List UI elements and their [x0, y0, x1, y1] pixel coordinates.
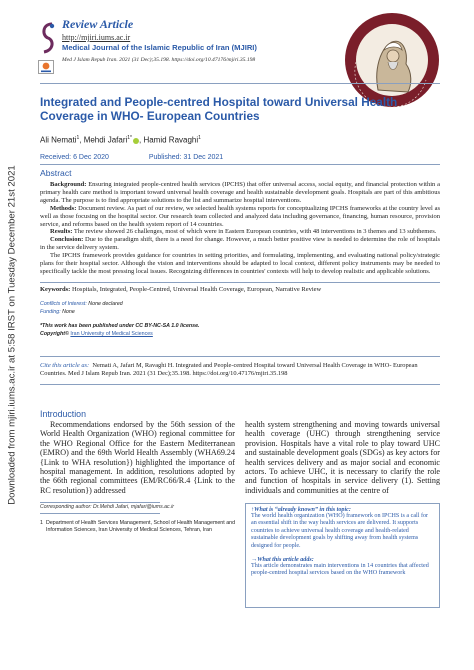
- received-date: 6 Dec 2020: [73, 154, 109, 161]
- download-stamp-text: Downloaded from mjiri.iums.ac.ir at 5:58 IRST on Tuesday December 21st 2021: [6, 165, 18, 505]
- open-access-badge-icon: [38, 60, 54, 74]
- journal-url-link[interactable]: http://mjiri.iums.ac.ir: [62, 33, 131, 42]
- cite-bottom-divider: [40, 384, 440, 385]
- orcid-icon[interactable]: [133, 138, 139, 144]
- conflicts-of-interest: Conflicts of Interest: None declared: [40, 301, 123, 307]
- journal-logo-icon: [38, 22, 58, 54]
- key-points-box: [245, 503, 440, 608]
- intro-right-column: health system strengthening and moving towards universal health coverage (UHC) through strengthening service provision. Hospitals have a vital role to play toward UHC and sustainable development goals (SDGs) as key actors for health services delivery and as major social and economic actors. To achieve UHC, it is necessary to clarify the role and function of hospitals in service delivery (1). Setting individuals and communities at the centre of: [245, 420, 440, 495]
- known-text: The world health organization (WHO) framework on IPCHS is a call for an essential shift in the way health services are delivered. It supports countries to achieve universal health coverage and health-related sustainable development goals by shifting away from health systems designed for people.: [251, 513, 429, 549]
- affiliation-divider: [40, 513, 160, 514]
- adds-text: This article demonstrates main interventions in 14 countries that affected people-centred hospital services based on the WHO framework: [251, 563, 429, 577]
- cite-this-article: Cite this article as: Nemati A, Jafari M, Ravaghi H. Integrated and People-centred Hospital toward Universal Health Coverage in WHO- European Countries. Med J Islam Repub Iran. 2021 (31 Dec);35.198. https://doi.org/10.47176/mjiri.35.198: [40, 362, 418, 377]
- intro-left-column: Recommendations endorsed by the 56th session of the World Health Organization (WHO) regional committee for the WHO Regional Office for the Eastern Mediterranean (EMRO) and the 69th World Health Assembly (WHA69.24 {Link to WHA resolution}) highlighted the importance of hospital management. In addition, resolutions adopted by the 66th regional committees (EM/RC66/R.4 {Link to the RC resolution}) addressed: [40, 420, 235, 495]
- funding: Funding: None: [40, 309, 75, 315]
- author-name: Ali Nemati: [40, 135, 77, 145]
- introduction-heading: Introduction: [40, 409, 86, 419]
- article-dates: Received: 6 Dec 2020 Published: 31 Dec 2021: [40, 154, 224, 161]
- author-affiliation: 1 Department of Health Services Management, School of Health Management and Information Sciences, Iran University of Medical Sciences, Tehran, Iran: [40, 520, 236, 533]
- license-line: *This work has been published under CC BY-NC-SA 1.0 license.: [40, 323, 200, 329]
- header-citation: Med J Islam Repub Iran. 2021 (31 Dec);35.198. https://doi.org/10.47176/mjiri.35.198: [62, 57, 256, 63]
- abstract-conclusion: Conclusion: Due to the paradigm shift, there is a need for change. However, a much better positive view is needed to determine the role of hospitals in the service delivery system.: [40, 236, 441, 252]
- abstract-results: Results: The review showed 26 challenges, most of which were in Eastern European countries, with 48 interventions in 3 themes and 13 subthemes.: [50, 228, 437, 236]
- journal-name: Medical Journal of the Islamic Republic of Iran (MJIRI): [62, 43, 257, 52]
- author-name: Mehdi Jafari: [83, 135, 128, 145]
- copyright-link[interactable]: Iran University of Medical Sciences: [70, 331, 153, 337]
- keywords: Keywords: Hospitals, Integrated, People-Centred, Universal Health Coverage, European, Narrative Review: [40, 286, 322, 293]
- article-type: Review Article: [62, 17, 134, 31]
- keywords-divider: [40, 282, 440, 283]
- copyright-line: Copyright© Iran University of Medical Sciences: [40, 331, 153, 337]
- known-heading: ↑What is “already known” in this topic:: [251, 507, 351, 513]
- abstract-extra: The IPCHS framework provides guidance for countries in setting priorities, and formulating, implementing, and evaluating national policy/strategic plans for their hospital sector. Although the vision and interventions should be adapted to local context, different policy instruments may be needed to specifically tackle the most pressing local issues. Recognizing differences in countries' contexts will help to develop realistic and applicable solutions.: [40, 252, 440, 275]
- author-name: Hamid Ravaghi: [143, 135, 199, 145]
- footnote-divider: [40, 502, 160, 503]
- abstract-body: [40, 181, 440, 276]
- article-title: Integrated and People-centred Hospital toward Universal Health Coverage in WHO- European Countries: [40, 95, 398, 123]
- journal-header: [62, 17, 342, 52]
- header-divider: [40, 83, 440, 84]
- corresponding-author: Corresponding author: Dr.Mehdi Jafari, mjafari@iums.ac.ir: [40, 504, 174, 510]
- abstract-methods: Methods: Document review. As part of our review, we selected health systems reports for conceptualizing IPCHS frameworks at the country level as well as those focusing on the hospital sector. Our research team collected and analyzed data including governance, financing, human resource, provision service, and reforms based on the health system report of 14 countries.: [40, 204, 440, 228]
- adds-heading: →What this article adds:: [251, 557, 314, 564]
- abstract-background: Background: Ensuring integrated people-centred health services (IPCHS) that offer universal access, social equity, and financial protection within a primary health care method is important toward universal health coverage and health sustainable development goals. Hospitals are part of this ambitious agenda. The purpose is to find appropriate solutions to the list and summarize hospital interventions.: [40, 181, 440, 204]
- abstract-heading: Abstract: [40, 168, 72, 178]
- published-date: 31 Dec 2021: [183, 154, 224, 161]
- download-watermark: [0, 0, 22, 670]
- cite-divider: [40, 356, 440, 357]
- abstract-divider: [40, 164, 440, 165]
- author-list: Ali Nemati$^1$, Mehdi Jafari$^{1*}$ , Hamid Ravaghi$^1$: [40, 135, 201, 145]
